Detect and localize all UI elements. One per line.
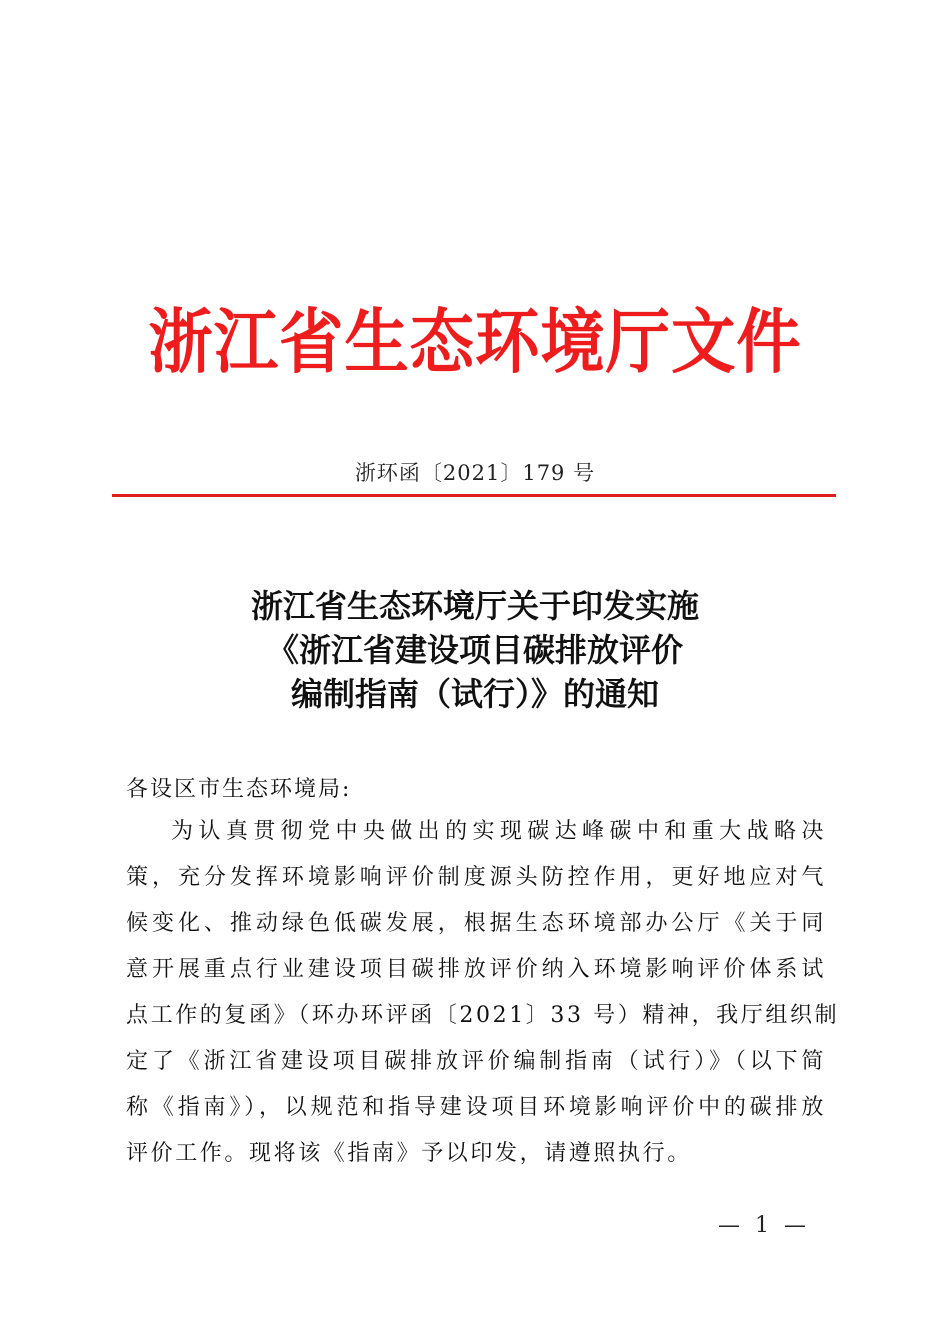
body-line: 为认真贯彻党中央做出的实现碳达峰碳中和重大战略决 bbox=[171, 819, 826, 844]
red-divider-line bbox=[112, 494, 836, 497]
title-line: 编制指南（试行）》的通知 bbox=[290, 675, 659, 713]
body-line: 策，充分发挥环境影响评价制度源头防控作用，更好地应对气 bbox=[126, 865, 826, 890]
body-line: 点工作的复函》（环办环评函〔2021〕33 号）精神，我厅组织制 bbox=[126, 1003, 840, 1028]
document-title bbox=[0, 584, 950, 716]
body-line: 意开展重点行业建设项目碳排放评价纳入环境影响评价体系试 bbox=[126, 957, 826, 982]
body-paragraph bbox=[126, 812, 840, 1180]
body-line: 评价工作。现将该《指南》予以印发，请遵照执行。 bbox=[126, 1141, 692, 1166]
body-line: 定了《浙江省建设项目碳排放评价编制指南（试行）》（以下简 bbox=[126, 1049, 826, 1074]
title-line: 《浙江省建设项目碳排放评价 bbox=[266, 631, 683, 669]
document-number: 浙环函〔2021〕179 号 bbox=[354, 461, 596, 485]
body-line: 称《指南》），以规范和指导建设项目环境影响评价中的碳排放 bbox=[126, 1095, 826, 1120]
salutation: 各设区市生态环境局: bbox=[126, 777, 352, 802]
page-number: — 1 — bbox=[718, 1213, 810, 1238]
body-line: 候变化、推动绿色低碳发展，根据生态环境部办公厅《关于同 bbox=[126, 911, 826, 936]
document-masthead: 浙江省生态环境厅文件 bbox=[148, 300, 802, 383]
title-line: 浙江省生态环境厅关于印发实施 bbox=[250, 587, 699, 625]
